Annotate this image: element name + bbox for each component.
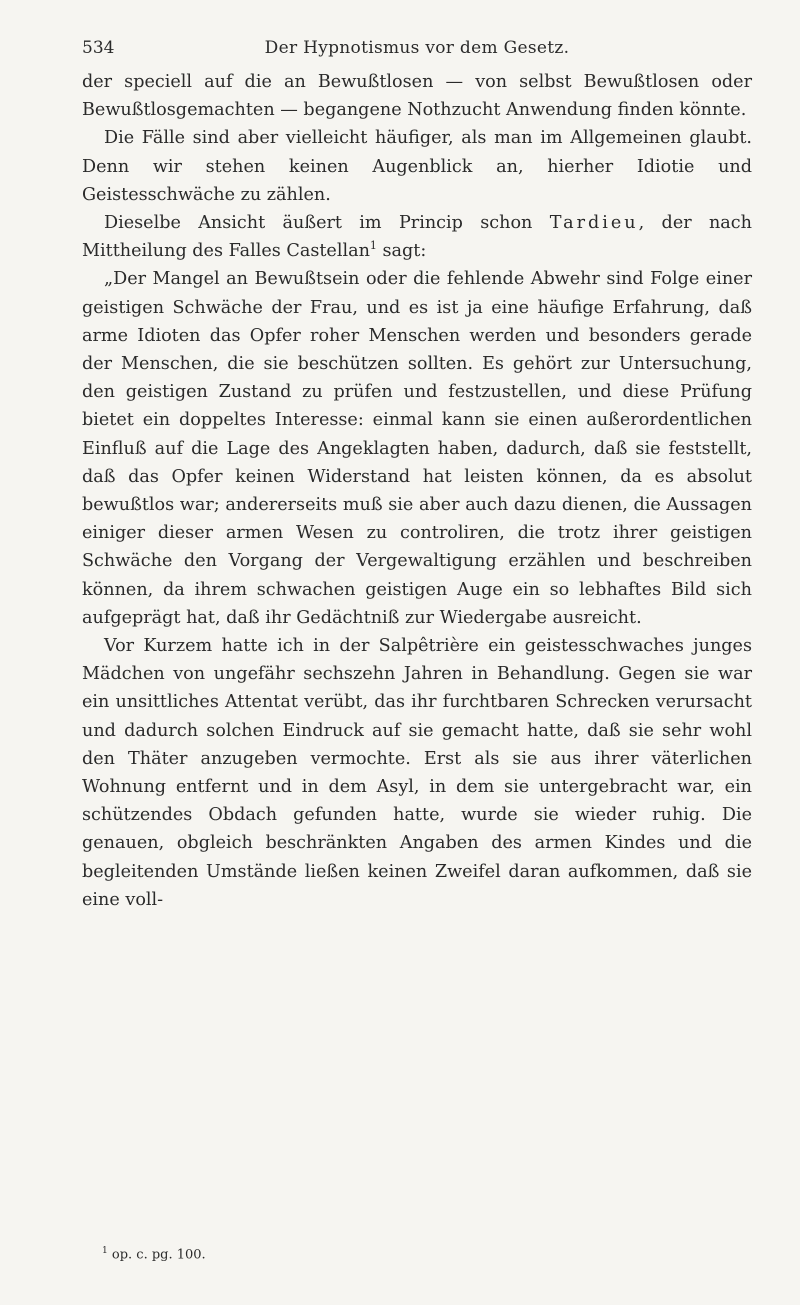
quotation-paragraph: „Der Mangel an Bewußtsein oder die fehlende Abwehr sind Folge einer geistigen Schwäche der Frau, und es ist ja eine häufige Erfahrung, daß arme Idioten das Opfer roher Menschen werden und besonders gerade der Menschen, die sie beschützen sollten. Es gehört zur Untersuchung, den geistigen Zustand zu prüfen und festzustellen, und diese Prüfung bietet ein doppeltes Interesse: einmal kann sie einen außerordentlichen Einfluß auf die Lage des Angeklagten haben, dadurch, daß sie feststellt, daß das Opfer keinen Widerstand hat leisten können, da es absolut bewußtlos war; andererseits muß sie aber auch dazu dienen, die Aussagen einiger dieser armen Wesen zu controliren, die trotz ihrer geistigen Schwäche den Vorgang der Vergewaltigung erzählen und beschreiben können, da ihrem schwachen geistigen Auge ein so lebhaftes Bild sich aufgeprägt hat, daß ihr Gedächtniß zur Wiedergabe ausreicht.	[82, 269, 752, 628]
footnote	[102, 1246, 206, 1262]
footnote-mark: 1	[102, 1246, 108, 1256]
paragraph: Die Fälle sind aber vielleicht häufiger, als man im Allgemeinen glaubt. Denn wir stehen keinen Augenblick an, hierher Idiotie und Geistesschwäche zu zählen.	[82, 128, 752, 205]
paragraph-text: sagt:	[376, 241, 427, 262]
paragraph: Vor Kurzem hatte ich in der Salpêtrière ein geistesschwaches junges Mädchen von ungefähr sechszehn Jahren in Behandlung. Gegen sie war ein unsittliches Attentat verübt, das ihr furchtbaren Schrecken verursacht und dadurch solchen Eindruck auf sie gemacht hatte, daß sie sehr wohl den Thäter anzugeben vermochte. Erst als sie aus ihrer väterlichen Wohnung entfernt und in dem Asyl, in dem sie untergebracht war, ein schützendes Obdach gefunden hatte, wurde sie wieder ruhig. Die genauen, obgleich beschränkten Angaben des armen Kindes und die begleitenden Umstände ließen keinen Zweifel daran aufkommen, daß sie eine voll-	[82, 636, 752, 910]
paragraph	[82, 209, 752, 265]
paragraph-text: , der nach Mittheilung des Falles Castellan	[82, 213, 752, 262]
running-title: Der Hypnotismus vor dem Gesetz.	[264, 38, 570, 58]
author-name: Tardieu	[549, 213, 639, 234]
page-header	[82, 34, 752, 62]
footnote-mark: 1	[369, 239, 377, 253]
book-page	[82, 34, 752, 1284]
footnote-text: op. c. pg. 100.	[111, 1247, 206, 1263]
body-text	[82, 68, 752, 914]
paragraph: der speciell auf die an Bewußtlosen — von selbst Bewußtlosen oder Bewußtlosgemachten — begangene Nothzucht Anwendung finden könnte.	[82, 72, 752, 121]
paragraph-text: Dieselbe Ansicht äußert im Princip schon	[104, 213, 550, 234]
page-number: 534	[82, 38, 115, 58]
